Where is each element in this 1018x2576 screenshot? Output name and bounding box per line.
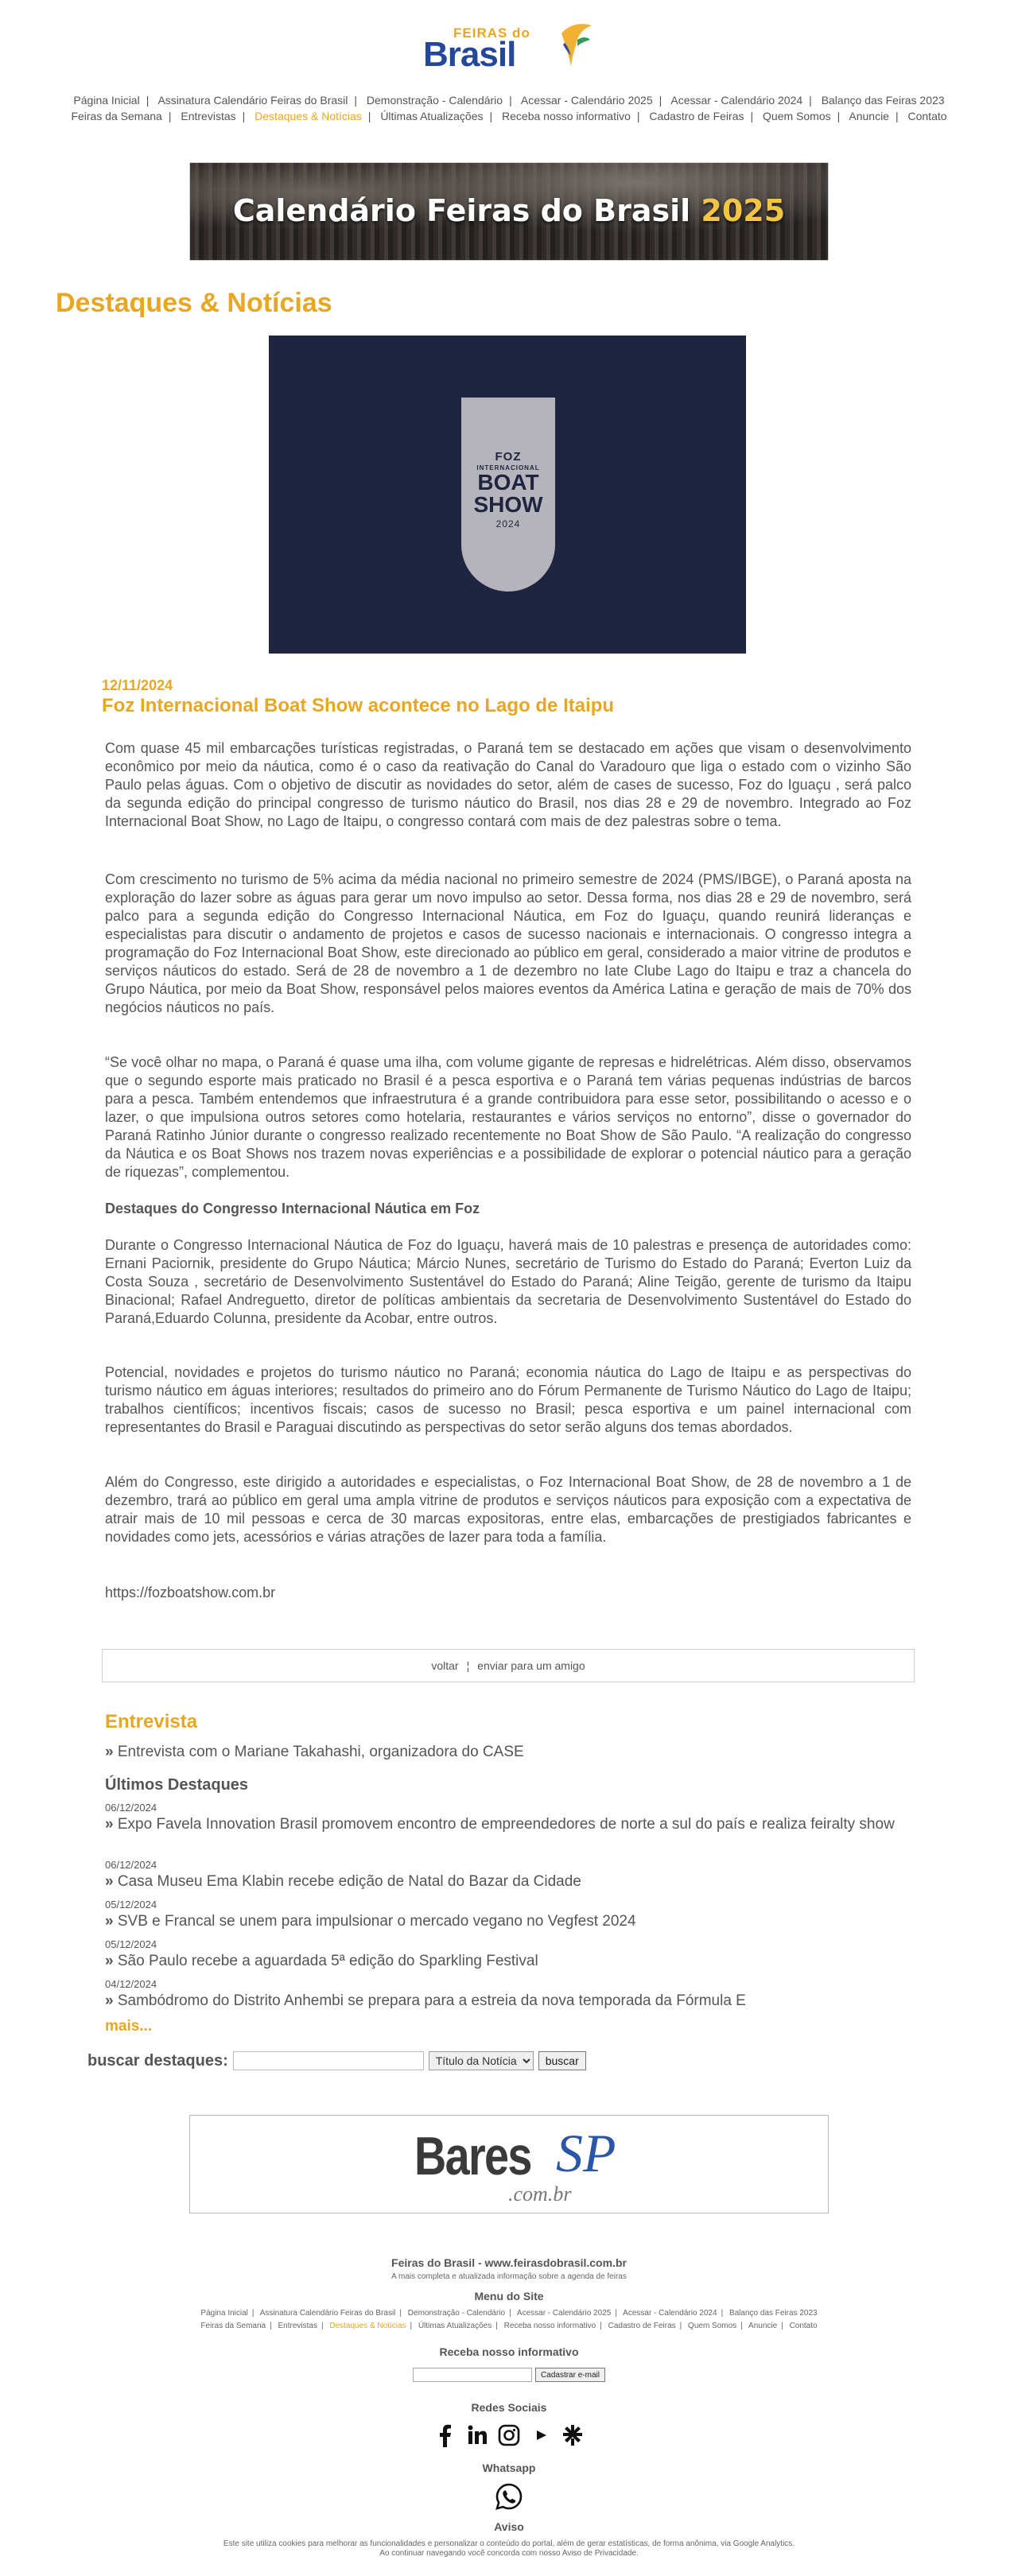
ad-domain-text: .com.br [508, 2182, 572, 2206]
linktree-icon[interactable] [561, 2423, 584, 2447]
bullet-icon: » [105, 1992, 114, 2009]
news-link[interactable] [105, 1992, 900, 2010]
nav-separator: | [781, 2322, 783, 2330]
newsletter-submit-button[interactable]: Cadastrar e-mail [535, 2368, 605, 2382]
nav-demo[interactable]: Demonstração - Calendário [366, 94, 503, 107]
nav-separator: | [495, 2322, 498, 2330]
boat-show-logo-show: SHOW [473, 492, 543, 517]
ad-bares-text: Bares [414, 2126, 531, 2186]
nav-contact[interactable]: Contato [907, 110, 947, 122]
bullet-icon: » [105, 1873, 114, 1890]
footer-nav-advertise[interactable]: Anuncie [748, 2322, 778, 2330]
interview-heading: Entrevista [105, 1711, 198, 1732]
nav-separator: | [242, 110, 246, 122]
news-link[interactable] [105, 1872, 900, 1891]
footer-nav-week-fairs[interactable]: Feiras da Semana [200, 2322, 266, 2330]
nav-subscription[interactable]: Assinatura Calendário Feiras do Brasil [157, 94, 348, 107]
nav-separator: | [270, 2322, 272, 2330]
nav-newsletter[interactable]: Receba nosso informativo [502, 110, 631, 122]
footer-whatsapp-heading: Whatsapp [482, 2462, 536, 2474]
more-news-link[interactable]: mais... [105, 2018, 153, 2035]
nav-separator: | [489, 110, 493, 122]
nav-calendar-2025[interactable]: Acessar - Calendário 2025 [520, 94, 653, 107]
bullet-icon: » [105, 1744, 114, 1760]
nav-week-fairs[interactable]: Feiras da Semana [71, 110, 162, 122]
calendar-banner[interactable] [189, 162, 829, 261]
footer-social-heading: Redes Sociais [471, 2401, 547, 2414]
article-paragraph-5: Potencial, novidades e projetos do turismo náutico no Paraná; economia náutica do Lago de Itaipu e as perspectivas do turismo náutico em águas interiores; resultados do primeiro ano do Fórum Permanente de Turismo Náutico do Lago de Itaipu; trabalhos científicos; incentivos fiscais; casos de sucesso no Brasil; pesca esportiva e um painel internacional com representantes do Brasil e Paraguai discutindo as perspectivas do setor serão alguns dos temas abordados. [105, 1364, 911, 1435]
boat-show-logo [461, 398, 555, 592]
main-nav-row-1 [0, 94, 1018, 107]
footer-nav-about[interactable]: Quem Somos [688, 2322, 737, 2330]
article-paragraph-6: Além do Congresso, este dirigido a autoridades e especialistas, o Foz Internacional Boat Show, de 28 de novembro a 1 de dezembro, trará ao público em geral uma ampla vitrine de produtos e serviços náuticos para exposição com a expectativa de atrair mais de 10 mil pessoas e cerca de 30 marcas expositoras, entre elas, embarcações de prestigiados fabricantes e novidades como jets, acessórios e várias atrações de lazer para toda a família. [105, 1474, 911, 1545]
instagram-icon[interactable] [498, 2423, 520, 2447]
newsletter-email-input[interactable] [413, 2368, 532, 2382]
nav-separator: | [895, 110, 899, 122]
nav-separator: | [354, 94, 357, 107]
search-input[interactable] [233, 2051, 424, 2070]
article-paragraph-2: Com crescimento no turismo de 5% acima da média nacional no primeiro semestre de 2024 (PMS/IBGE), o Paraná aposta na exploração do lazer sobre as águas para gerar um novo impulso ao setor. Dessa forma, nos dias 28 e 29 de novembro, será palco para a segunda edição do Congresso Internacional Náutica, em Foz do Iguaçu, quando reunirá lideranças e especialistas para discutir o andamento de projetos e casos de sucesso nacionais e internacionais. O congresso integra a programação do Foz Internacional Boat Show, este direcionado ao público em geral, considerado a maior vitrine de produtos e serviços náuticos do estado. Será de 28 de novembro a 1 de dezembro no Iate Clube Lago do Itaipu e traz a chancela do Grupo Náutica, por meio da Boat Show, responsável pelos maiores eventos da América Latina e geração de mais de 70% dos negócios náuticos no país. [105, 871, 911, 1015]
footer-nav-interviews[interactable]: Entrevistas [278, 2322, 317, 2330]
interview-link[interactable] [105, 1743, 900, 1761]
footer-menu-heading: Menu do Site [474, 2290, 544, 2302]
nav-separator: | [679, 2322, 682, 2330]
nav-separator: | [251, 2309, 254, 2318]
news-link-text: São Paulo recebe a aguardada 5ª edição do Sparkling Festival [117, 1953, 538, 1969]
logo-big-text: Brasil [423, 35, 516, 74]
article-title: Foz Internacional Boat Show acontece no Lago de Itaipu [102, 695, 615, 716]
nav-separator: | [168, 110, 172, 122]
nav-separator: | [509, 2309, 511, 2318]
footer-nav-calendar-2025[interactable]: Acessar - Calendário 2025 [516, 2309, 612, 2318]
back-link[interactable]: voltar [431, 1659, 459, 1672]
hummingbird-icon [555, 22, 595, 68]
footer-nav-latest-updates[interactable]: Últimas Atualizações [418, 2322, 492, 2330]
bullet-icon: » [105, 1816, 114, 1833]
nav-separator: | [600, 2322, 602, 2330]
nav-separator: | [721, 2309, 724, 2318]
news-link-text: SVB e Francal se unem para impulsionar o mercado vegano no Vegfest 2024 [117, 1913, 636, 1930]
footer-nav-balance-2023[interactable]: Balanço das Feiras 2023 [729, 2309, 818, 2318]
footer-notice-line-1: Este site utiliza cookies para melhorar as funcionalidades e personalizar o conteúdo do portal, além de gerar estatísticas, de forma anônima, via Google Analytics. [223, 2539, 795, 2548]
whatsapp-icon[interactable] [495, 2482, 523, 2511]
facebook-icon[interactable] [434, 2423, 457, 2447]
nav-highlights-news[interactable]: Destaques & Notícias [254, 110, 362, 122]
boat-show-logo-boat: BOAT [477, 470, 539, 495]
nav-advertise[interactable]: Anuncie [849, 110, 889, 122]
banner-title-text: Calendário Feiras do Brasil [232, 193, 691, 228]
news-link-text: Casa Museu Ema Klabin recebe edição de Natal do Bazar da Cidade [117, 1873, 581, 1890]
article-paragraph-1: Com quase 45 mil embarcações turísticas registradas, o Paraná tem se destacado em ações que visam o desenvolvimento econômico por meio da náutica, como é o caso da reativação do Canal do Varadouro que liga o estado com o vizinho São Paulo pelas águas. Com o objetivo de discutir as novidades do setor, além de cases de sucesso, Foz do Iguaçu , será palco da segunda edição do principal congresso de turismo náutico do Brasil, nos dias 28 e 29 de novembro. Integrado ao Foz Internacional Boat Show, no Lago de Itaipu, o congresso contará com mais de dez palestras sobre o tema. [105, 740, 911, 829]
news-search-form [87, 2051, 586, 2070]
nav-register-fairs[interactable]: Cadastro de Feiras [649, 110, 744, 122]
nav-separator: | [837, 110, 841, 122]
nav-latest-updates[interactable]: Últimas Atualizações [380, 110, 484, 122]
nav-separator: | [636, 110, 640, 122]
page-title: Destaques & Notícias [56, 288, 332, 318]
boat-show-logo-foz: FOZ [495, 450, 522, 464]
interview-link-text: Entrevista com o Mariane Takahashi, organizadora do CASE [117, 1744, 524, 1760]
news-link-text: Sambódromo do Distrito Anhembi se prepara para a estreia da nova temporada da Fórmula E [117, 1992, 746, 2009]
article-paragraph-4: Durante o Congresso Internacional Náutica de Foz do Iguaçu, haverá mais de 10 palestras e presença de autoridades como: Ernani Paciornik, presidente do Grupo Náutica; Márcio Nunes, secretário de Turismo do Estado do Paraná; Everton Luiz da Costa Souza , secretário de Desenvolvimento Sustentável do Estado do Paraná; Aline Teigão, gerente de turismo da Itaipu Binacional; Rafael Andreguetto, diretor de políticas ambientais da secretaria de Desenvolvimento Sustentável do Estado do Paraná,Eduardo Colunna, presidente da Acobar, entre outros. [105, 1237, 911, 1326]
footer-nav-calendar-2024[interactable]: Acessar - Calendário 2024 [623, 2309, 717, 2318]
nav-separator: | [659, 94, 662, 107]
news-link[interactable] [105, 1912, 900, 1930]
footer-nav-newsletter[interactable]: Receba nosso informativo [503, 2322, 596, 2330]
nav-separator: | [615, 2309, 617, 2318]
footer-nav-row-2 [0, 2322, 1018, 2330]
footer-nav-contact[interactable]: Contato [789, 2322, 818, 2330]
footer-tagline: A mais completa e atualizada informação sobre a agenda de feiras [391, 2272, 627, 2281]
search-button[interactable]: buscar [538, 2051, 586, 2070]
footer-site-name: Feiras do Brasil - www.feirasdobrasil.com.br [391, 2256, 627, 2269]
banner-title [190, 193, 828, 228]
newsletter-form [0, 2368, 1018, 2382]
main-nav-row-2 [0, 110, 1018, 122]
nav-about[interactable]: Quem Somos [763, 110, 831, 122]
footer-newsletter-heading: Receba nosso informativo [439, 2345, 579, 2358]
article-external-link[interactable]: https://fozboatshow.com.br [105, 1585, 276, 1600]
nav-separator: | [146, 94, 150, 107]
article-hero-image [269, 336, 746, 654]
bullet-icon: » [105, 1913, 114, 1930]
footer-nav-register-fairs[interactable]: Cadastro de Feiras [608, 2322, 676, 2330]
footer-nav-row-1 [0, 2309, 1018, 2318]
footer-notice-heading: Aviso [494, 2520, 524, 2533]
boat-show-logo-internacional: INTERNACIONAL [476, 464, 540, 471]
news-date: 06/12/2024 [105, 1802, 157, 1814]
footer-nav-highlights-news[interactable]: Destaques & Notícias [329, 2322, 406, 2330]
news-link[interactable] [105, 1815, 900, 1833]
nav-calendar-2024[interactable]: Acessar - Calendário 2024 [670, 94, 803, 107]
ad-sp-text: SP [556, 2123, 616, 2183]
nav-interviews[interactable]: Entrevistas [181, 110, 236, 122]
nav-separator: | [750, 110, 754, 122]
actions-separator: ¦ [466, 1659, 470, 1672]
search-label: buscar destaques: [87, 2051, 228, 2070]
latest-highlights-heading: Últimos Destaques [105, 1776, 249, 1794]
social-links [0, 2423, 1018, 2447]
news-date: 05/12/2024 [105, 1938, 157, 1950]
footer-nav-home[interactable]: Página Inicial [200, 2309, 248, 2318]
article-subheading: Destaques do Congresso Internacional Náutica em Foz [105, 1201, 480, 1216]
banner-year: 2025 [701, 193, 786, 228]
site-logo[interactable] [422, 22, 596, 74]
nav-separator: | [321, 2322, 324, 2330]
search-field-select[interactable] [429, 2051, 534, 2070]
news-link-text: Expo Favela Innovation Brasil promovem encontro de empreendedores de norte a sul do país e realiza feiralty show [117, 1816, 895, 1833]
nav-separator: | [367, 110, 371, 122]
boat-show-logo-year: 2024 [495, 518, 521, 530]
nav-home[interactable]: Página Inicial [73, 94, 140, 107]
footer-notice-line-2[interactable] [0, 2549, 1018, 2558]
logo-small-text: FEIRAS do [453, 25, 530, 41]
article-date: 12/11/2024 [102, 677, 173, 693]
article-paragraph-3: “Se você olhar no mapa, o Paraná é quase uma ilha, com volume gigante de represas e hidrelétricas. Além disso, observamos que o segundo esporte mais praticado no Brasil é a pesca esportiva e o Paraná tem várias pequenas indústrias de barcos para a pesca. Também entendemos que infraestrutura é a grande contribuidora para esse setor, possibilitando o acesso e o lazer, o que impulsiona outros setores como hotelaria, restaurantes e vários serviços no entorno”, disse o governador do Paraná Ratinho Júnior durante o congresso realizado recentemente no Boat Show de São Paulo. “A realização do congresso da Náutica e os Boat Shows nos trazem novas experiências e a possibilidade de explorar o potencial náutico para a geração de riquezas”, complementou. [105, 1054, 911, 1180]
bares-sp-ad[interactable] [189, 2115, 829, 2213]
news-date: 04/12/2024 [105, 1978, 157, 1990]
nav-separator: | [809, 94, 812, 107]
news-date: 05/12/2024 [105, 1899, 157, 1911]
nav-balance-2023[interactable]: Balanço das Feiras 2023 [821, 94, 945, 107]
news-link[interactable] [105, 1952, 900, 1970]
nav-separator: | [509, 94, 512, 107]
send-to-friend-link[interactable]: enviar para um amigo [477, 1659, 585, 1672]
nav-separator: | [399, 2309, 402, 2318]
nav-separator: | [740, 2322, 743, 2330]
privacy-notice-text: Ao continuar navegando você concorda com nosso Aviso de Privacidade. [379, 2549, 639, 2558]
news-date: 06/12/2024 [105, 1859, 157, 1871]
linkedin-icon[interactable] [466, 2423, 488, 2447]
article-actions [102, 1649, 915, 1682]
footer-nav-subscription[interactable]: Assinatura Calendário Feiras do Brasil [259, 2309, 396, 2318]
youtube-play-icon[interactable] [530, 2423, 552, 2447]
bullet-icon: » [105, 1953, 114, 1969]
nav-separator: | [410, 2322, 413, 2330]
footer-nav-demo[interactable]: Demonstração - Calendário [407, 2309, 506, 2318]
